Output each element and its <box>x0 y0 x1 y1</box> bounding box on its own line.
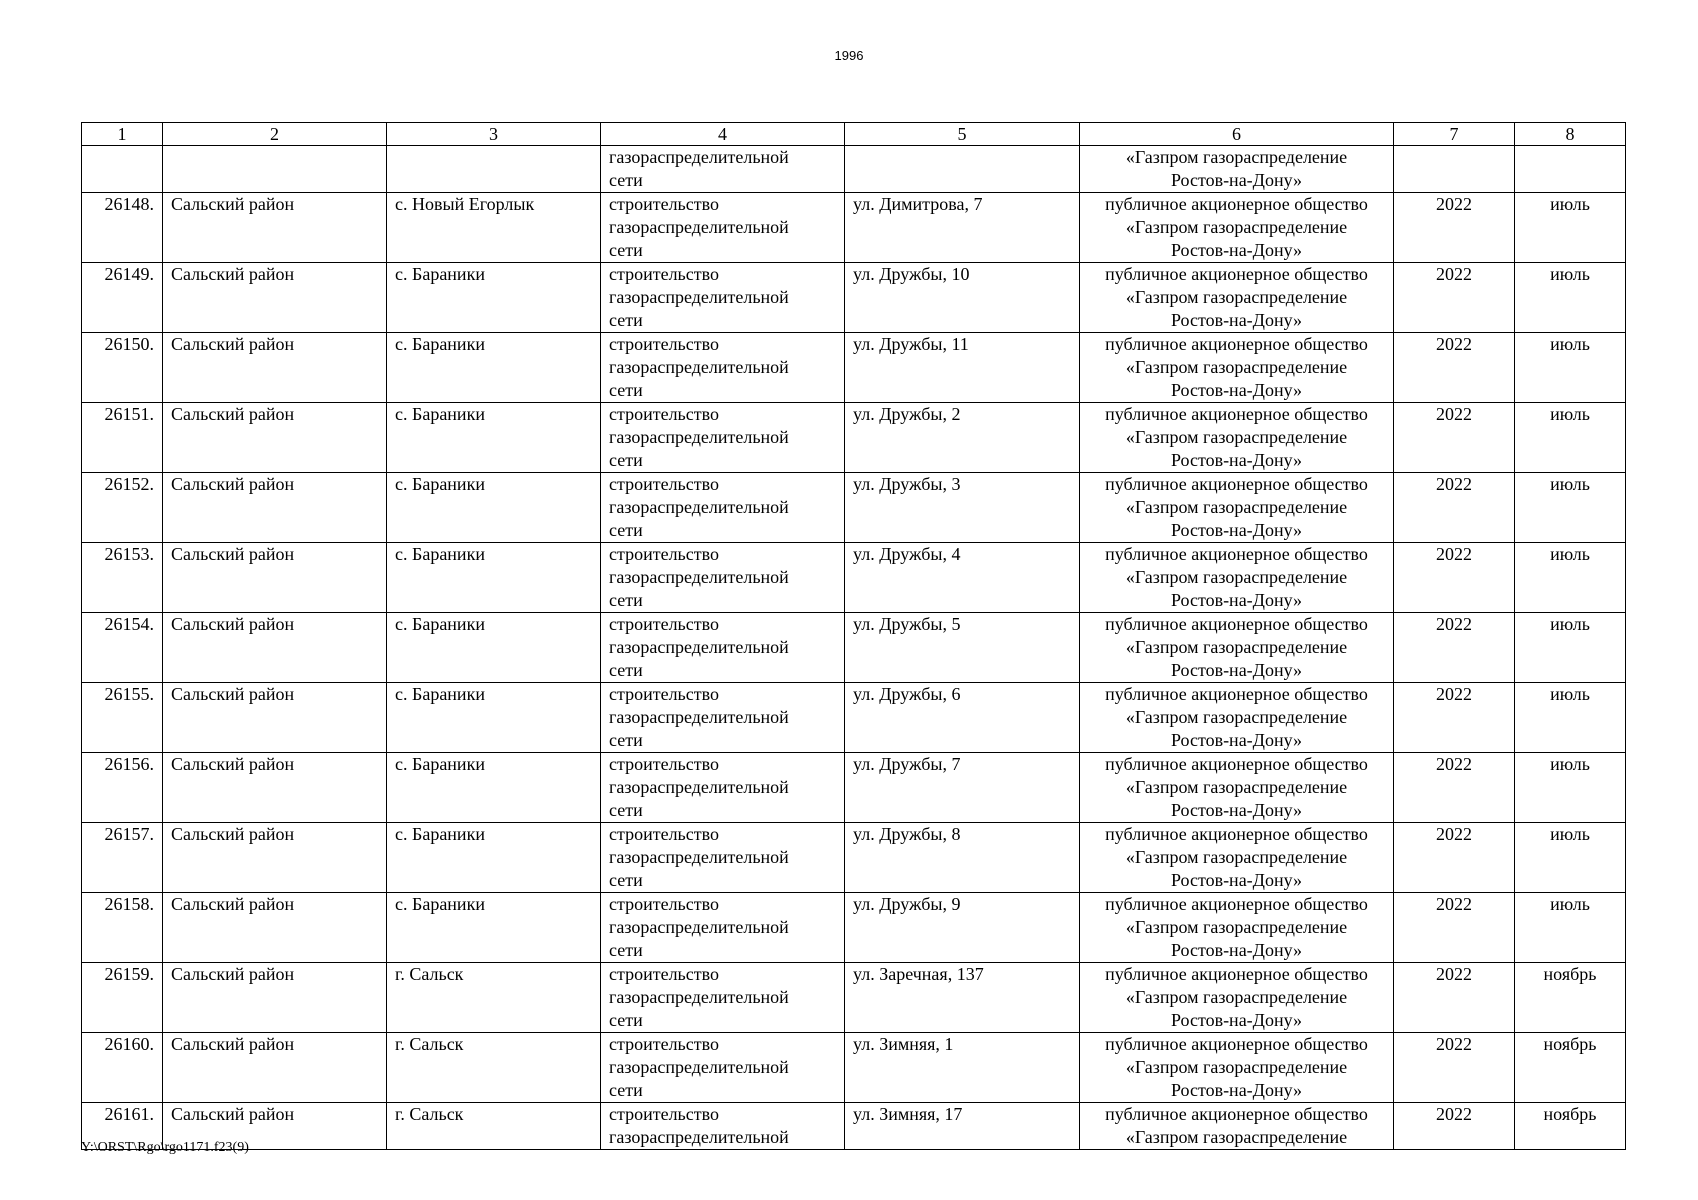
cell-organization: публичное акционерное общество «Газпром газораспределение Ростов-на-Дону» <box>1080 683 1394 753</box>
cell-year: 2022 <box>1394 753 1515 823</box>
cell-district: Сальский район <box>163 333 387 403</box>
cell-settlement: с. Бараники <box>387 893 601 963</box>
cell-address: ул. Дружбы, 2 <box>845 403 1080 473</box>
table-row <box>82 193 1626 263</box>
cell-month: ноябрь <box>1515 1103 1626 1150</box>
cell-settlement: с. Бараники <box>387 683 601 753</box>
cell-year: 2022 <box>1394 263 1515 333</box>
column-header: 4 <box>601 123 845 146</box>
page-number: 1996 <box>834 48 864 63</box>
cell-year: 2022 <box>1394 613 1515 683</box>
cell-district: Сальский район <box>163 893 387 963</box>
cell-district: Сальский район <box>163 683 387 753</box>
cell-work: строительство газораспределительной сети <box>601 193 845 263</box>
cell-work: строительство газораспределительной сети <box>601 823 845 893</box>
cell-work: строительство газораспределительной <box>601 1103 845 1150</box>
cell-number: 26154. <box>82 613 163 683</box>
cell-address: ул. Зимняя, 1 <box>845 1033 1080 1103</box>
cell-settlement: с. Бараники <box>387 753 601 823</box>
cell-year: 2022 <box>1394 403 1515 473</box>
table-row <box>82 753 1626 823</box>
cell-address: ул. Дружбы, 6 <box>845 683 1080 753</box>
cell-number: 26161. <box>82 1103 163 1150</box>
cell-settlement: с. Бараники <box>387 263 601 333</box>
cell-district: Сальский район <box>163 263 387 333</box>
cell-settlement: с. Бараники <box>387 403 601 473</box>
cell-work: строительство газораспределительной сети <box>601 1033 845 1103</box>
cell-year: 2022 <box>1394 823 1515 893</box>
cell-year: 2022 <box>1394 333 1515 403</box>
cell-number: 26156. <box>82 753 163 823</box>
cell-address: ул. Дружбы, 8 <box>845 823 1080 893</box>
cell-address: ул. Дружбы, 3 <box>845 473 1080 543</box>
cell-district: Сальский район <box>163 963 387 1033</box>
table-row <box>82 1033 1626 1103</box>
cell-settlement: с. Бараники <box>387 613 601 683</box>
cell-work: строительство газораспределительной сети <box>601 543 845 613</box>
cell-year: 2022 <box>1394 683 1515 753</box>
cell-organization: «Газпром газораспределение Ростов-на-Дону» <box>1080 146 1394 193</box>
cell-number: 26160. <box>82 1033 163 1103</box>
footer-file-path: Y:\ORST\Rgo\rgo1171.f23(9) <box>81 1140 249 1155</box>
cell-month: июль <box>1515 193 1626 263</box>
cell-work: строительство газораспределительной сети <box>601 753 845 823</box>
table-row <box>82 473 1626 543</box>
column-header: 5 <box>845 123 1080 146</box>
cell-settlement: с. Бараники <box>387 823 601 893</box>
cell-organization: публичное акционерное общество «Газпром газораспределение Ростов-на-Дону» <box>1080 263 1394 333</box>
cell-address: ул. Зимняя, 17 <box>845 1103 1080 1150</box>
cell-empty <box>387 146 601 193</box>
cell-settlement: г. Сальск <box>387 1033 601 1103</box>
cell-work: строительство газораспределительной сети <box>601 893 845 963</box>
cell-number: 26150. <box>82 333 163 403</box>
cell-organization: публичное акционерное общество «Газпром газораспределение Ростов-на-Дону» <box>1080 473 1394 543</box>
cell-work: строительство газораспределительной сети <box>601 613 845 683</box>
column-header: 6 <box>1080 123 1394 146</box>
cell-number: 26157. <box>82 823 163 893</box>
cell-month: июль <box>1515 613 1626 683</box>
cell-settlement: с. Бараники <box>387 543 601 613</box>
cell-month: июль <box>1515 683 1626 753</box>
cell-address: ул. Дружбы, 5 <box>845 613 1080 683</box>
cell-organization: публичное акционерное общество «Газпром газораспределение Ростов-на-Дону» <box>1080 753 1394 823</box>
table-row <box>82 403 1626 473</box>
cell-empty <box>82 146 163 193</box>
cell-month: ноябрь <box>1515 1033 1626 1103</box>
cell-empty <box>1515 146 1626 193</box>
cell-number: 26158. <box>82 893 163 963</box>
cell-number: 26152. <box>82 473 163 543</box>
table-row <box>82 263 1626 333</box>
cell-month: июль <box>1515 473 1626 543</box>
cell-month: июль <box>1515 893 1626 963</box>
cell-month: июль <box>1515 823 1626 893</box>
cell-number: 26151. <box>82 403 163 473</box>
table-row <box>82 1103 1626 1150</box>
cell-district: Сальский район <box>163 753 387 823</box>
table-row <box>82 893 1626 963</box>
cell-empty <box>163 146 387 193</box>
cell-year: 2022 <box>1394 1033 1515 1103</box>
cell-year: 2022 <box>1394 1103 1515 1150</box>
cell-number: 26155. <box>82 683 163 753</box>
table-row <box>82 823 1626 893</box>
cell-settlement: с. Бараники <box>387 333 601 403</box>
cell-empty <box>1394 146 1515 193</box>
cell-address: ул. Дружбы, 11 <box>845 333 1080 403</box>
cell-settlement: с. Новый Егорлык <box>387 193 601 263</box>
cell-work: газораспределительной сети <box>601 146 845 193</box>
column-number-row <box>82 123 1626 146</box>
cell-work: строительство газораспределительной сети <box>601 263 845 333</box>
cell-district: Сальский район <box>163 193 387 263</box>
cell-year: 2022 <box>1394 963 1515 1033</box>
cell-address: ул. Дружбы, 7 <box>845 753 1080 823</box>
column-header: 3 <box>387 123 601 146</box>
cell-district: Сальский район <box>163 403 387 473</box>
cell-number: 26148. <box>82 193 163 263</box>
cell-organization: публичное акционерное общество «Газпром газораспределение Ростов-на-Дону» <box>1080 613 1394 683</box>
column-header: 2 <box>163 123 387 146</box>
cell-work: строительство газораспределительной сети <box>601 683 845 753</box>
cell-organization: публичное акционерное общество «Газпром газораспределение Ростов-на-Дону» <box>1080 403 1394 473</box>
cell-address: ул. Заречная, 137 <box>845 963 1080 1033</box>
cell-month: ноябрь <box>1515 963 1626 1033</box>
cell-district: Сальский район <box>163 1103 387 1150</box>
cell-district: Сальский район <box>163 543 387 613</box>
cell-settlement: г. Сальск <box>387 1103 601 1150</box>
cell-year: 2022 <box>1394 473 1515 543</box>
cell-year: 2022 <box>1394 893 1515 963</box>
cell-organization: публичное акционерное общество «Газпром газораспределение Ростов-на-Дону» <box>1080 823 1394 893</box>
table-row <box>82 683 1626 753</box>
cell-work: строительство газораспределительной сети <box>601 473 845 543</box>
cell-number: 26153. <box>82 543 163 613</box>
cell-work: строительство газораспределительной сети <box>601 963 845 1033</box>
cell-number: 26149. <box>82 263 163 333</box>
cell-settlement: г. Сальск <box>387 963 601 1033</box>
cell-work: строительство газораспределительной сети <box>601 403 845 473</box>
registry-table <box>81 122 1626 1150</box>
cell-organization: публичное акционерное общество «Газпром газораспределение Ростов-на-Дону» <box>1080 893 1394 963</box>
cell-month: июль <box>1515 333 1626 403</box>
cell-settlement: с. Бараники <box>387 473 601 543</box>
cell-district: Сальский район <box>163 473 387 543</box>
cell-organization: публичное акционерное общество «Газпром газораспределение <box>1080 1103 1394 1150</box>
column-header: 7 <box>1394 123 1515 146</box>
cell-month: июль <box>1515 403 1626 473</box>
table-row <box>82 333 1626 403</box>
cell-address: ул. Дружбы, 4 <box>845 543 1080 613</box>
table-row <box>82 613 1626 683</box>
cell-address: ул. Дружбы, 10 <box>845 263 1080 333</box>
column-header: 8 <box>1515 123 1626 146</box>
cell-number: 26159. <box>82 963 163 1033</box>
cell-organization: публичное акционерное общество «Газпром газораспределение Ростов-на-Дону» <box>1080 193 1394 263</box>
cell-year: 2022 <box>1394 543 1515 613</box>
table-row <box>82 543 1626 613</box>
cell-organization: публичное акционерное общество «Газпром газораспределение Ростов-на-Дону» <box>1080 333 1394 403</box>
cell-empty <box>845 146 1080 193</box>
column-header: 1 <box>82 123 163 146</box>
cell-month: июль <box>1515 263 1626 333</box>
cell-address: ул. Димитрова, 7 <box>845 193 1080 263</box>
cell-year: 2022 <box>1394 193 1515 263</box>
cell-organization: публичное акционерное общество «Газпром газораспределение Ростов-на-Дону» <box>1080 543 1394 613</box>
cell-work: строительство газораспределительной сети <box>601 333 845 403</box>
cell-organization: публичное акционерное общество «Газпром газораспределение Ростов-на-Дону» <box>1080 963 1394 1033</box>
cell-month: июль <box>1515 753 1626 823</box>
cell-district: Сальский район <box>163 823 387 893</box>
cell-district: Сальский район <box>163 613 387 683</box>
cell-month: июль <box>1515 543 1626 613</box>
table-row <box>82 963 1626 1033</box>
cell-address: ул. Дружбы, 9 <box>845 893 1080 963</box>
cell-organization: публичное акционерное общество «Газпром газораспределение Ростов-на-Дону» <box>1080 1033 1394 1103</box>
continuation-row <box>82 146 1626 193</box>
cell-district: Сальский район <box>163 1033 387 1103</box>
